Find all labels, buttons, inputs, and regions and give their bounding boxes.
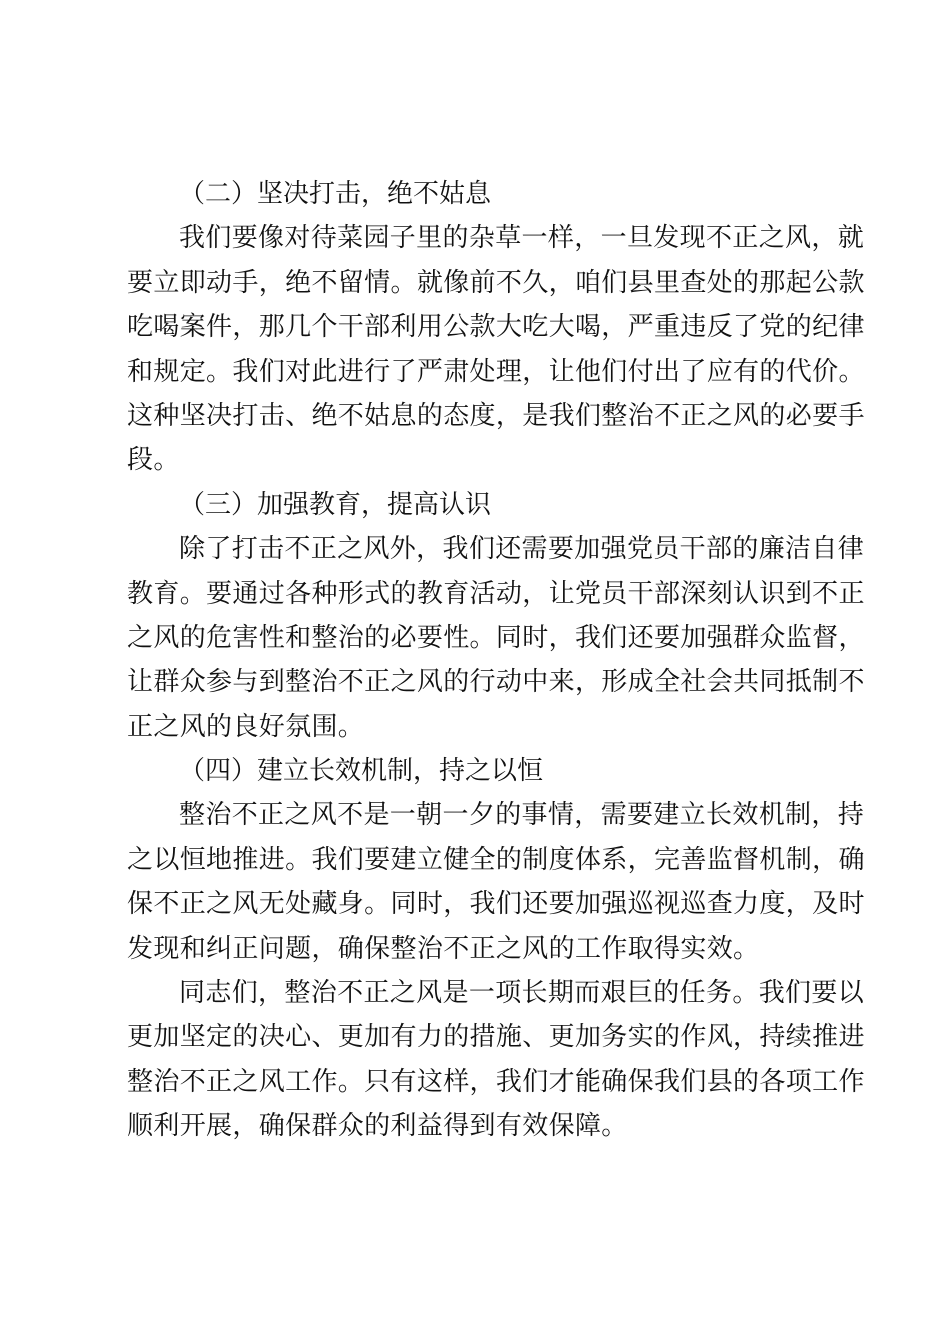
paragraph-line: 之以恒地推进。我们要建立健全的制度体系，完善监督机制，确 bbox=[127, 844, 865, 875]
paragraph-line: 更加坚定的决心、更加有力的措施、更加务实的作风，持续推进 bbox=[127, 1022, 865, 1053]
paragraph-line: 这种坚决打击、绝不姑息的态度，是我们整治不正之风的必要手 bbox=[127, 400, 865, 431]
paragraph-line: 教育。要通过各种形式的教育活动，让党员干部深刻认识到不正 bbox=[127, 578, 865, 609]
section-heading-2: （二）坚决打击，绝不姑息 bbox=[179, 179, 492, 209]
section-heading-3: （三）加强教育，提高认识 bbox=[179, 489, 492, 520]
section-2 bbox=[127, 172, 865, 483]
paragraph-line: 同志们，整治不正之风是一项长期而艰巨的任务。我们要以 bbox=[179, 978, 865, 1009]
section-2-paragraph bbox=[127, 216, 865, 482]
section-4-paragraph bbox=[127, 793, 865, 971]
paragraph-line: 段。 bbox=[127, 445, 180, 476]
paragraph-line: 整治不正之风不是一朝一夕的事情，需要建立长效机制，持 bbox=[179, 800, 865, 831]
paragraph-line: 要立即动手，绝不留情。就像前不久，咱们县里查处的那起公款 bbox=[127, 267, 865, 298]
closing-paragraph bbox=[127, 971, 865, 1149]
paragraph-line: 整治不正之风工作。只有这样，我们才能确保我们县的各项工作 bbox=[127, 1066, 865, 1097]
document-page bbox=[127, 172, 865, 1292]
section-3 bbox=[127, 483, 865, 749]
section-4 bbox=[127, 749, 865, 971]
paragraph-line: 顺利开展，确保群众的利益得到有效保障。 bbox=[127, 1111, 628, 1142]
paragraph-line: 我们要像对待菜园子里的杂草一样，一旦发现不正之风，就 bbox=[179, 223, 865, 254]
paragraph-line: 之风的危害性和整治的必要性。同时，我们还要加强群众监督， bbox=[127, 622, 865, 653]
paragraph-line: 和规定。我们对此进行了严肃处理，让他们付出了应有的代价。 bbox=[127, 356, 865, 387]
paragraph-line: 发现和纠正问题，确保整治不正之风的工作取得实效。 bbox=[127, 933, 760, 964]
section-heading-4: （四）建立长效机制，持之以恒 bbox=[179, 756, 544, 787]
paragraph-line: 正之风的良好氛围。 bbox=[127, 711, 365, 742]
paragraph-line: 吃喝案件，那几个干部利用公款大吃大喝，严重违反了党的纪律 bbox=[127, 312, 865, 343]
section-3-paragraph bbox=[127, 527, 865, 749]
paragraph-line: 让群众参与到整治不正之风的行动中来，形成全社会共同抵制不 bbox=[127, 667, 865, 698]
paragraph-line: 保不正之风无处藏身。同时，我们还要加强巡视巡查力度，及时 bbox=[127, 889, 865, 920]
paragraph-line: 除了打击不正之风外，我们还需要加强党员干部的廉洁自律 bbox=[179, 534, 865, 565]
